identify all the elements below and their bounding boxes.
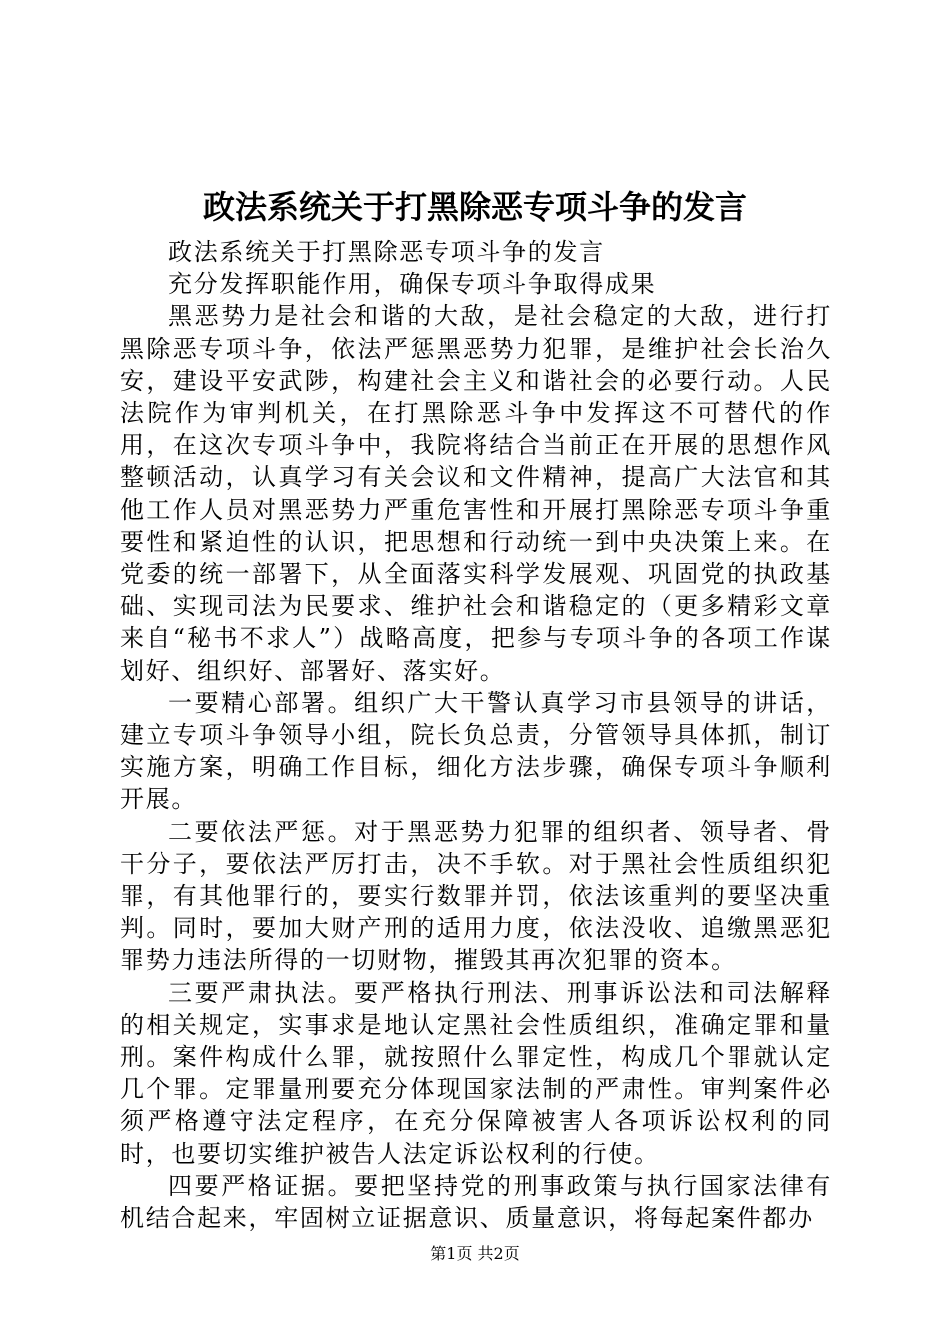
- document-title: 政法系统关于打黑除恶专项斗争的发言: [202, 188, 747, 226]
- paragraph: 充分发挥职能作用，确保专项斗争取得成果: [168, 270, 657, 299]
- page-footer: 第1页 共2页: [430, 1244, 520, 1263]
- paragraph: 政法系统关于打黑除恶专项斗争的发言: [168, 238, 605, 266]
- paragraph: 一要精心部署。组织广大干警认真学习市县领导的讲话，建立专项斗争领导小组，院长负总责，分管领导具体抓，制订实施方案，明确工作目标，细化方法步骤，确保专项斗争顺利开展。: [120, 688, 832, 814]
- document-body: [120, 236, 832, 1234]
- paragraph: 二要依法严惩。对于黑恶势力犯罪的组织者、领导者、骨干分子，要依法严厉打击，决不手软。对于黑社会性质组织犯罪，有其他罪行的，要实行数罪并罚，依法该重判的要坚决重判。同时，要加大财产刑的适用力度，依法没收、追缴黑恶犯罪势力违法所得的一切财物，摧毁其再次犯罪的资本。: [120, 817, 832, 975]
- paragraph: 四要严格证据。要把坚持党的刑事政策与执行国家法律有机结合起来，牢固树立证据意识、质量意识，将每起案件都办: [120, 1171, 832, 1233]
- paragraph: 黑恶势力是社会和谐的大敌，是社会稳定的大敌，进行打黑除恶专项斗争，依法严惩黑恶势力犯罪，是维护社会长治久安，建设平安武陟，构建社会主义和谐社会的必要行动。人民法院作为审判机关，在打黑除恶斗争中发挥这不可替代的作用，在这次专项斗争中，我院将结合当前正在开展的思想作风整顿活动，认真学习有关会议和文件精神，提高广大法官和其他工作人员对黑恶势力严重危害性和开展打黑除恶专项斗争重要性和紧迫性的认识，把思想和行动统一到中央决策上来。在党委的统一部署下，从全面落实科学发展观、巩固党的执政基础、实现司法为民要求、维护社会和谐稳定的（更多精彩文章来自“秘书不求人”）战略高度，把参与专项斗争的各项工作谋划好、组织好、部署好、落实好。: [120, 302, 832, 685]
- paragraph: 三要严肃执法。要严格执行刑法、刑事诉讼法和司法解释的相关规定，实事求是地认定黑社会性质组织，准确定罪和量刑。案件构成什么罪，就按照什么罪定性，构成几个罪就认定几个罪。定罪量刑要充分体现国家法制的严肃性。审判案件必须严格遵守法定程序，在充分保障被害人各项诉讼权利的同时，也要切实维护被告人法定诉讼权利的行使。: [120, 978, 832, 1168]
